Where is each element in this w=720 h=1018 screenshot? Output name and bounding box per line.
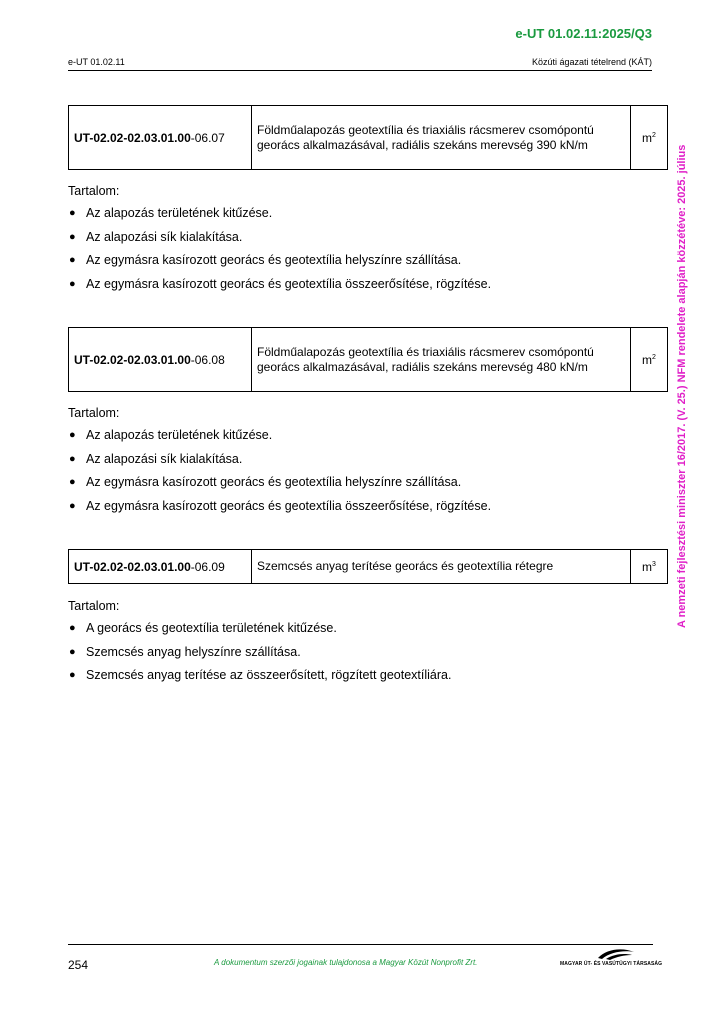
logo-text: MAGYAR ÚT- ÉS VASÚTÜGYI TÁRSASÁG [560, 961, 663, 967]
footer-divider [68, 944, 653, 945]
list-item [68, 273, 668, 297]
list-item [68, 617, 668, 641]
bullet-icon: ● [69, 452, 76, 465]
list-item-text: Az egymásra kasírozott georács és geotextília összeerősítése, rögzítése. [86, 498, 492, 513]
list-item-text: Az alapozási sík kialakítása. [86, 229, 243, 244]
item-unit [631, 106, 668, 170]
list-item [68, 495, 668, 519]
unit-base: m [642, 559, 653, 574]
unit-base: m [642, 130, 653, 145]
document-code: e-UT 01.02.11:2025/Q3 [515, 26, 652, 41]
bullet-icon: ● [69, 429, 76, 441]
header-left-code: e-UT 01.02.11 [68, 57, 125, 67]
item-content [68, 402, 668, 518]
unit-exponent: 2 [652, 353, 656, 361]
list-item-text: Az egymásra kasírozott georács és geotextília összeerősítése, rögzítése. [86, 276, 492, 291]
item-description: Szemcsés anyag terítése georács és geotextília rétegre [252, 550, 631, 584]
item-code-main: UT-02.02-02.03.01.00 [74, 352, 191, 367]
list-item [68, 664, 668, 688]
bullet-icon: ● [69, 669, 76, 681]
bullet-icon: ● [69, 476, 76, 488]
list-item-text: Szemcsés anyag helyszínre szállítása. [86, 644, 301, 659]
bullet-icon: ● [69, 622, 76, 634]
list-item [68, 202, 668, 226]
item-unit [631, 328, 668, 392]
bullet-icon: ● [69, 645, 76, 658]
item-code [69, 550, 252, 584]
copyright-notice: A dokumentum szerzői jogainak tulajdonosa a Magyar Közút Nonprofit Zrt. [214, 958, 478, 967]
content-label: Tartalom: [68, 599, 120, 613]
content-list [68, 617, 668, 688]
page-number: 254 [68, 958, 89, 972]
logo-swoosh-icon [596, 947, 636, 961]
bullet-icon: ● [69, 499, 76, 512]
list-item-text: A georács és geotextília területének kitűzése. [86, 621, 337, 635]
bullet-icon: ● [69, 277, 76, 290]
bullet-icon: ● [69, 230, 76, 243]
content-label: Tartalom: [68, 406, 120, 420]
list-item [68, 226, 668, 250]
item-table [68, 327, 668, 392]
item-content [68, 180, 668, 296]
item-code-suffix: -06.08 [190, 352, 225, 367]
list-item-text: Szemcsés anyag terítése az összeerősített, rögzített geotextíliára. [86, 668, 452, 682]
list-item-text: Az egymásra kasírozott georács és geotextília helyszínre szállítása. [86, 253, 462, 267]
list-item-text: Az alapozás területének kitűzése. [86, 206, 273, 220]
unit-exponent: 3 [652, 560, 656, 568]
unit-base: m [642, 352, 653, 367]
item-unit [631, 550, 668, 584]
list-item [68, 424, 668, 448]
item-code [69, 106, 252, 170]
bullet-icon: ● [69, 207, 76, 219]
list-item [68, 471, 668, 495]
list-item [68, 641, 668, 665]
item-description: Földműalapozás geotextília és triaxiális rácsmerev csomópontú georács alkalmazásával, radiális szekáns merevség 480 kN/m [252, 328, 631, 392]
list-item-text: Az alapozás területének kitűzése. [86, 428, 273, 442]
item-code-main: UT-02.02-02.03.01.00 [74, 559, 191, 574]
item-table [68, 549, 668, 584]
running-header [68, 56, 652, 71]
content-label: Tartalom: [68, 184, 120, 198]
content-list [68, 424, 668, 518]
item-table [68, 105, 668, 170]
item-description: Földműalapozás geotextília és triaxiális rácsmerev csomópontú georács alkalmazásával, radiális szekáns merevség 390 kN/m [252, 106, 631, 170]
item-code-suffix: -06.09 [190, 559, 225, 574]
publication-side-note: A nemzeti fejlesztési miniszter 16/2017. (V. 25.) NFM rendelete alapján közzétéve: 2025. július [676, 144, 688, 628]
list-item-text: Az alapozási sík kialakítása. [86, 451, 243, 466]
list-item [68, 249, 668, 273]
content-list [68, 202, 668, 296]
item-code [69, 328, 252, 392]
list-item [68, 448, 668, 472]
item-code-main: UT-02.02-02.03.01.00 [74, 130, 191, 145]
unit-exponent: 2 [652, 131, 656, 139]
publisher-logo [560, 947, 663, 971]
bullet-icon: ● [69, 254, 76, 266]
header-right-title: Közúti ágazati tételrend (KÁT) [531, 57, 652, 67]
item-content [68, 595, 668, 688]
item-code-suffix: -06.07 [190, 130, 225, 145]
list-item-text: Az egymásra kasírozott georács és geotextília helyszínre szállítása. [86, 475, 462, 489]
